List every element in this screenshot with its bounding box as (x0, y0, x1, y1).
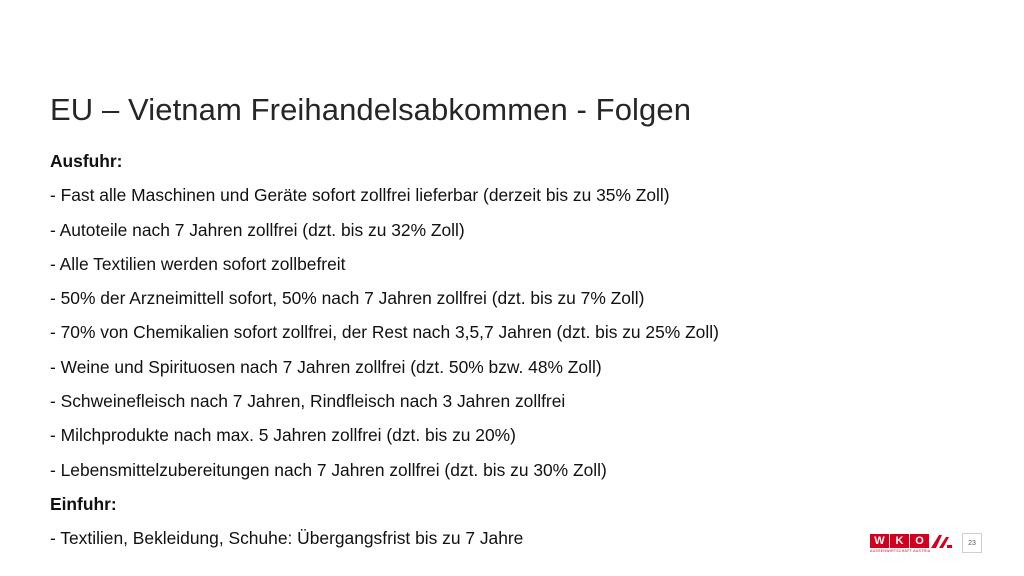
logo-letter: W (870, 534, 889, 548)
text-line: - Lebensmittelzubereitungen nach 7 Jahren zollfrei (dzt. bis zu 30% Zoll) (50, 459, 607, 480)
logo-letter: K (890, 534, 909, 548)
text-line: - Schweinefleisch nach 7 Jahren, Rindfleisch nach 3 Jahren zollfrei (50, 391, 566, 412)
text-line: - Weine und Spirituosen nach 7 Jahren zollfrei (dzt. 50% bzw. 48% Zoll) (50, 356, 602, 377)
slide-body (50, 150, 970, 562)
text-line: - Alle Textilien werden sofort zollbefreit (50, 253, 346, 274)
logo-letter: O (910, 534, 929, 548)
page-number: 23 (962, 533, 982, 553)
text-line: - Textilien, Bekleidung, Schuhe: Übergangsfrist bis zu 7 Jahre (50, 528, 524, 549)
text-line: - 50% der Arzneimittell sofort, 50% nach 7 Jahren zollfrei (dzt. bis zu 7% Zoll) (50, 288, 645, 309)
wko-logo (870, 534, 952, 552)
text-line: - Milchprodukte nach max. 5 Jahren zollfrei (dzt. bis zu 20%) (50, 425, 516, 446)
logo-subtext: AUSSENWIRTSCHAFT AUSTRIA (870, 549, 931, 553)
logo-swoosh-icon (930, 534, 952, 548)
text-line: - Autoteile nach 7 Jahren zollfrei (dzt. bis zu 32% Zoll) (50, 219, 465, 240)
text-line: Ausfuhr: (50, 151, 123, 171)
slide-title: EU – Vietnam Freihandelsabkommen - Folgen (50, 92, 692, 127)
text-line: Einfuhr: (50, 493, 117, 514)
text-line: - 70% von Chemikalien sofort zollfrei, der Rest nach 3,5,7 Jahren (dzt. bis zu 25% Zoll) (50, 322, 719, 343)
text-line: - Fast alle Maschinen und Geräte sofort zollfrei lieferbar (derzeit bis zu 35% Zoll) (50, 185, 670, 206)
